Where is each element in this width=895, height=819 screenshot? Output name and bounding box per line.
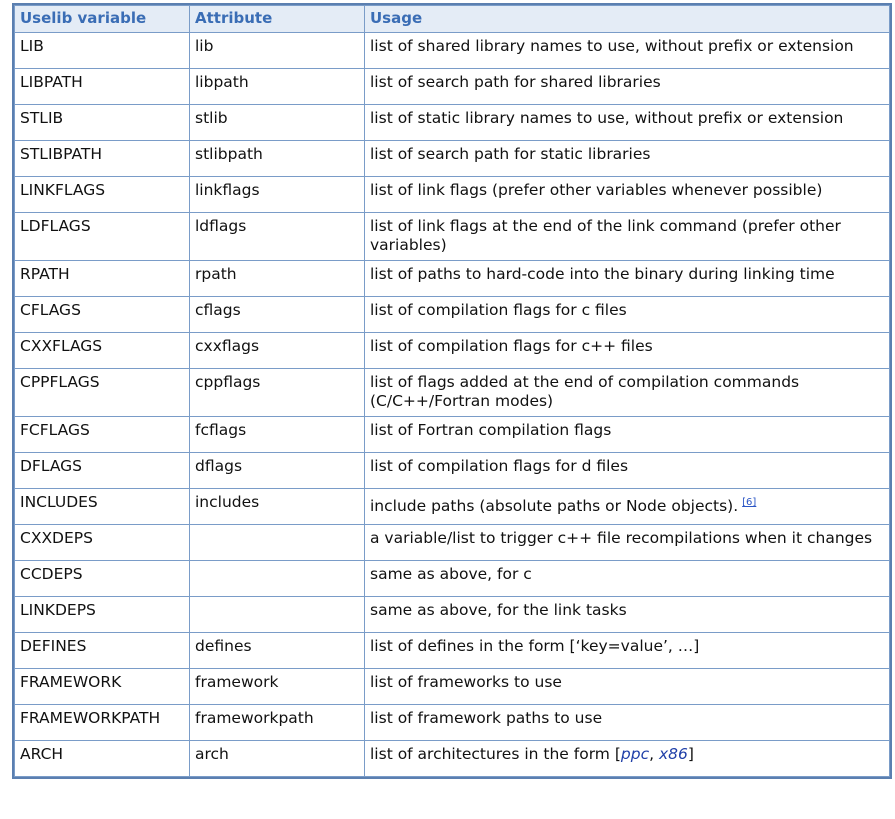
cell-uselib-variable: FCFLAGS [15,417,190,453]
cell-uselib-variable: CCDEPS [15,561,190,597]
cell-usage [365,297,890,333]
cell-attribute: libpath [190,69,365,105]
cell-uselib-variable: LINKFLAGS [15,177,190,213]
cell-uselib-variable: CFLAGS [15,297,190,333]
usage-text-suffix: ] [687,745,694,763]
table-row [15,297,890,333]
table-row [15,261,890,297]
usage-text: same as above, for c [370,565,532,583]
cell-attribute [190,561,365,597]
cell-usage [365,333,890,369]
table-row [15,141,890,177]
usage-text: list of architectures in the form [ [370,745,621,763]
cell-usage [365,489,890,525]
cell-attribute: stlib [190,105,365,141]
usage-text: a variable/list to trigger c++ file recompilations when it changes [370,529,873,547]
usage-text: list of static library names to use, without prefix or extension [370,109,844,127]
usage-text: include paths (absolute paths or Node objects). [370,497,739,516]
cell-usage [365,417,890,453]
cell-usage [365,105,890,141]
cell-attribute: fcflags [190,417,365,453]
cell-attribute [190,597,365,633]
usage-text: list of link flags at the end of the link command (prefer other variables) [370,217,841,254]
cell-usage [365,141,890,177]
table-row [15,669,890,705]
cell-usage [365,525,890,561]
cell-uselib-variable: FRAMEWORKPATH [15,705,190,741]
cell-attribute: defines [190,633,365,669]
cell-usage [365,597,890,633]
cell-attribute: cppflags [190,369,365,417]
cell-attribute: includes [190,489,365,525]
usage-text: same as above, for the link tasks [370,601,627,619]
table-row [15,525,890,561]
cell-attribute: stlibpath [190,141,365,177]
header-usage: Usage [365,6,890,33]
cell-uselib-variable: INCLUDES [15,489,190,525]
table-row [15,597,890,633]
cell-attribute: rpath [190,261,365,297]
table-row [15,333,890,369]
cell-uselib-variable: CXXDEPS [15,525,190,561]
table-row [15,213,890,261]
uselib-table-container [12,3,892,779]
table-row [15,417,890,453]
cell-attribute: cflags [190,297,365,333]
uselib-table [14,5,890,777]
architecture-name: ppc [620,745,650,763]
cell-attribute: cxxflags [190,333,365,369]
cell-usage [365,213,890,261]
cell-attribute: ldflags [190,213,365,261]
cell-uselib-variable: CXXFLAGS [15,333,190,369]
table-row [15,705,890,741]
cell-attribute: lib [190,33,365,69]
cell-uselib-variable: STLIB [15,105,190,141]
usage-text: list of framework paths to use [370,709,603,727]
cell-usage [365,69,890,105]
usage-text: list of compilation flags for c++ files [370,337,653,355]
cell-usage [365,261,890,297]
table-row [15,561,890,597]
table-row [15,177,890,213]
header-attribute: Attribute [190,6,365,33]
cell-usage [365,33,890,69]
cell-attribute [190,525,365,561]
usage-text: list of Fortran compilation flags [370,421,612,439]
table-body [15,33,890,777]
table-row [15,633,890,669]
cell-attribute: arch [190,741,365,777]
cell-usage [365,669,890,705]
table-header-row [15,6,890,33]
usage-text: list of frameworks to use [370,673,562,691]
cell-usage [365,705,890,741]
cell-uselib-variable: CPPFLAGS [15,369,190,417]
cell-uselib-variable: FRAMEWORK [15,669,190,705]
usage-text: list of search path for static libraries [370,145,651,163]
cell-usage [365,453,890,489]
usage-text: list of flags added at the end of compilation commands (C/C++/Fortran modes) [370,373,800,410]
cell-usage [365,177,890,213]
usage-text: list of paths to hard-code into the binary during linking time [370,265,835,283]
table-row [15,741,890,777]
usage-text: list of link flags (prefer other variables whenever possible) [370,181,823,199]
table-row [15,453,890,489]
usage-text: list of compilation flags for d files [370,457,629,475]
cell-usage [365,369,890,417]
cell-usage [365,633,890,669]
usage-text: list of compilation flags for c files [370,301,627,319]
cell-attribute: framework [190,669,365,705]
header-uselib-variable: Uselib variable [15,6,190,33]
cell-uselib-variable: DFLAGS [15,453,190,489]
table-row [15,69,890,105]
usage-text: list of defines in the form [‘key=value’, …] [370,637,700,655]
cell-uselib-variable: LDFLAGS [15,213,190,261]
footnote-link[interactable]: [6] [742,497,757,508]
cell-uselib-variable: LIBPATH [15,69,190,105]
table-row [15,369,890,417]
cell-attribute: linkflags [190,177,365,213]
cell-usage [365,561,890,597]
cell-usage [365,741,890,777]
usage-separator: , [649,745,659,763]
usage-text: list of shared library names to use, without prefix or extension [370,37,854,55]
cell-attribute: dflags [190,453,365,489]
architecture-name: x86 [658,745,688,763]
cell-uselib-variable: ARCH [15,741,190,777]
cell-uselib-variable: LIB [15,33,190,69]
cell-uselib-variable: RPATH [15,261,190,297]
cell-uselib-variable: DEFINES [15,633,190,669]
cell-attribute: frameworkpath [190,705,365,741]
table-row [15,489,890,525]
table-row [15,33,890,69]
cell-uselib-variable: LINKDEPS [15,597,190,633]
usage-text: list of search path for shared libraries [370,73,661,91]
cell-uselib-variable: STLIBPATH [15,141,190,177]
table-row [15,105,890,141]
